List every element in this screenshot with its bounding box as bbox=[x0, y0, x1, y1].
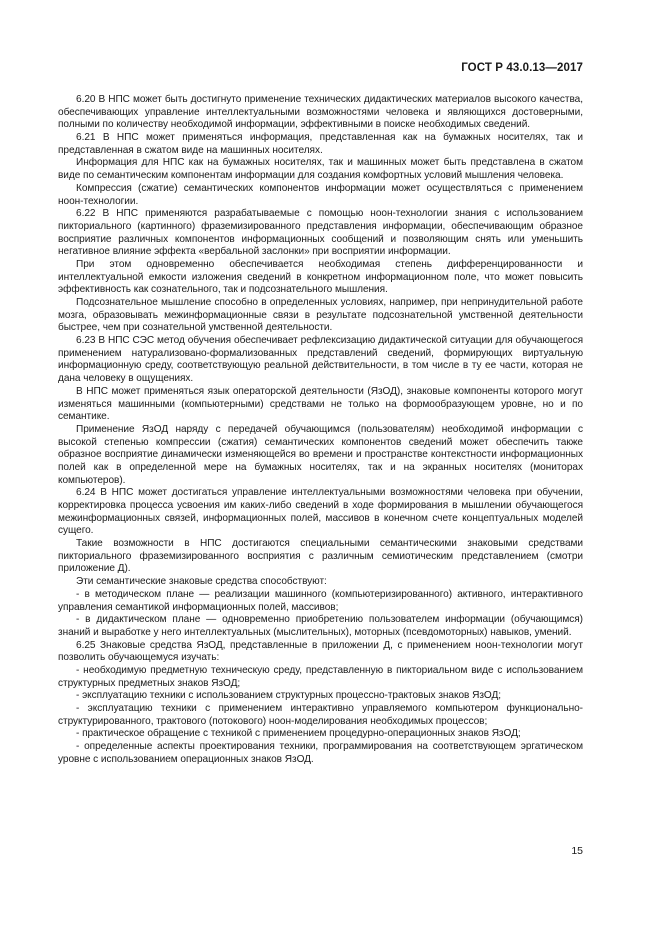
paragraph: Информация для НПС как на бумажных носителях, так и машинных может быть представлена в сжатом виде по семантическим компонентам информации для создания комфортных условий мышления человека. bbox=[58, 157, 583, 182]
list-item: - в дидактическом плане — одновременно приобретению пользователем информации (обучающимся) знаний и выработке у него интеллектуальных (мыслительных), моторных (псевдомоторных) навыков, умений. bbox=[58, 614, 583, 638]
paragraph: Подсознательное мышление способно в определенных условиях, например, при непринудительной работе мозга, образовывать межинформационные связи в результате подсознательной умственной деятельности быстрее, чем при сознательной умственной деятельности. bbox=[58, 297, 583, 334]
paragraph: 6.24 В НПС может достигаться управление интеллектуальными возможностями человека при обучении, корректировка процесса усвоения им каких-либо сведений в ходе формирования в мышлении обучающегося межинформационных связей, информационных полей, массивов в конечном счете концептуальных моделей сущего. bbox=[58, 487, 583, 537]
paragraph: 6.20 В НПС может быть достигнуто применение технических дидактических материалов высокого качества, обеспечивающих управление интеллектуальными возможностями человека и являющихся достоверными, полными по количеству необходимой информации, эффективными в поиске необходимых сведений. bbox=[58, 94, 583, 131]
paragraph: 6.21 В НПС может применяться информация, представленная как на бумажных носителях, так и представленная в сжатом виде на машинных носителях. bbox=[58, 132, 583, 156]
standard-header: ГОСТ Р 43.0.13—2017 bbox=[461, 62, 583, 74]
list-item: - эксплуатацию техники с использованием структурных процессно-трактовых знаков ЯзОД; bbox=[76, 690, 502, 702]
paragraph: Компрессия (сжатие) семантических компонентов информации может осуществляться с применением ноон-технологии. bbox=[58, 182, 583, 207]
list-item: - определенные аспекты проектирования техники, программирования на соответствующем эргатическом уровне с использованием операционных знаков ЯзОД. bbox=[58, 741, 583, 765]
list-item: - эксплуатацию техники с применением интерактивно управляемого компьютером функционально-структурированного, трактового (потокового) ноон-моделирования необходимых процессов; bbox=[58, 703, 583, 727]
list-item: - практическое обращение с техникой с применением процедурно-операционных знаков ЯзОД; bbox=[76, 728, 521, 740]
list-item: - в методическом плане — реализации машинного (компьютеризированного) активного, интерактивного управления семантикой информационных полей, массивов; bbox=[58, 588, 583, 613]
paragraph: При этом одновременно обеспечивается необходимая степень дифференцированности и интеллектуальной емкости изложения сведений в конкретном информационном поле, что может повысить эффективность как сознательного, так и подсознательного мышления. bbox=[58, 258, 583, 296]
paragraph: 6.22 В НПС применяются разрабатываемые с помощью ноон-технологии знания с использованием пикториального (картинного) фраземизированного представления информации, обеспечивающим образное восприятие различных компонентов информационных сообщений и позволяющим снять или уменьшить негативное влияние эффекта «вербальной заслонки» при восприятии информации. bbox=[58, 208, 583, 258]
paragraph: Такие возможности в НПС достигаются специальными семантическими знаковыми средствами пикториального фраземизированного восприятия с различным семиотическим представлением (смотри приложение Д). bbox=[58, 538, 583, 575]
paragraph: Применение ЯзОД наряду с передачей обучающимся (пользователям) необходимой информации с высокой степенью компрессии (сжатия) семантических компонентов сведений может обеспечить также образное восприятие динамически изменяющейся во времени и пространстве контекстности информационных полей как в определенной мере на бумажных носителях, так и на экранных носителях (мониторах компьютеров). bbox=[58, 423, 583, 486]
body-text bbox=[58, 94, 583, 766]
paragraph: В НПС может применяться язык операторской деятельности (ЯзОД), знаковые компоненты которого могут изменяться машинными (компьютерными) средствами не только на формообразующем уровне, но и по семантике. bbox=[58, 385, 583, 423]
page-number: 15 bbox=[571, 845, 583, 857]
paragraph: Эти семантические знаковые средства способствуют: bbox=[76, 576, 327, 588]
list-item: - необходимую предметную техническую среду, представленную в пикториальном виде с использованием структурных предметных знаков ЯзОД; bbox=[58, 664, 583, 689]
paragraph: 6.25 Знаковые средства ЯзОД, представленные в приложении Д, с применением ноон-технологии могут позволить обучающемуся изучать: bbox=[58, 639, 583, 664]
paragraph: 6.23 В НПС СЭС метод обучения обеспечивает рефлексизацию дидактической ситуации для обучающегося применением натурализовано-формализованных представлений сведений, формирующих виртуальную информационную среду, соответствующую реальной действительности, в том числе в ту ее части, которая не дана человеку в ощущениях. bbox=[58, 335, 583, 385]
